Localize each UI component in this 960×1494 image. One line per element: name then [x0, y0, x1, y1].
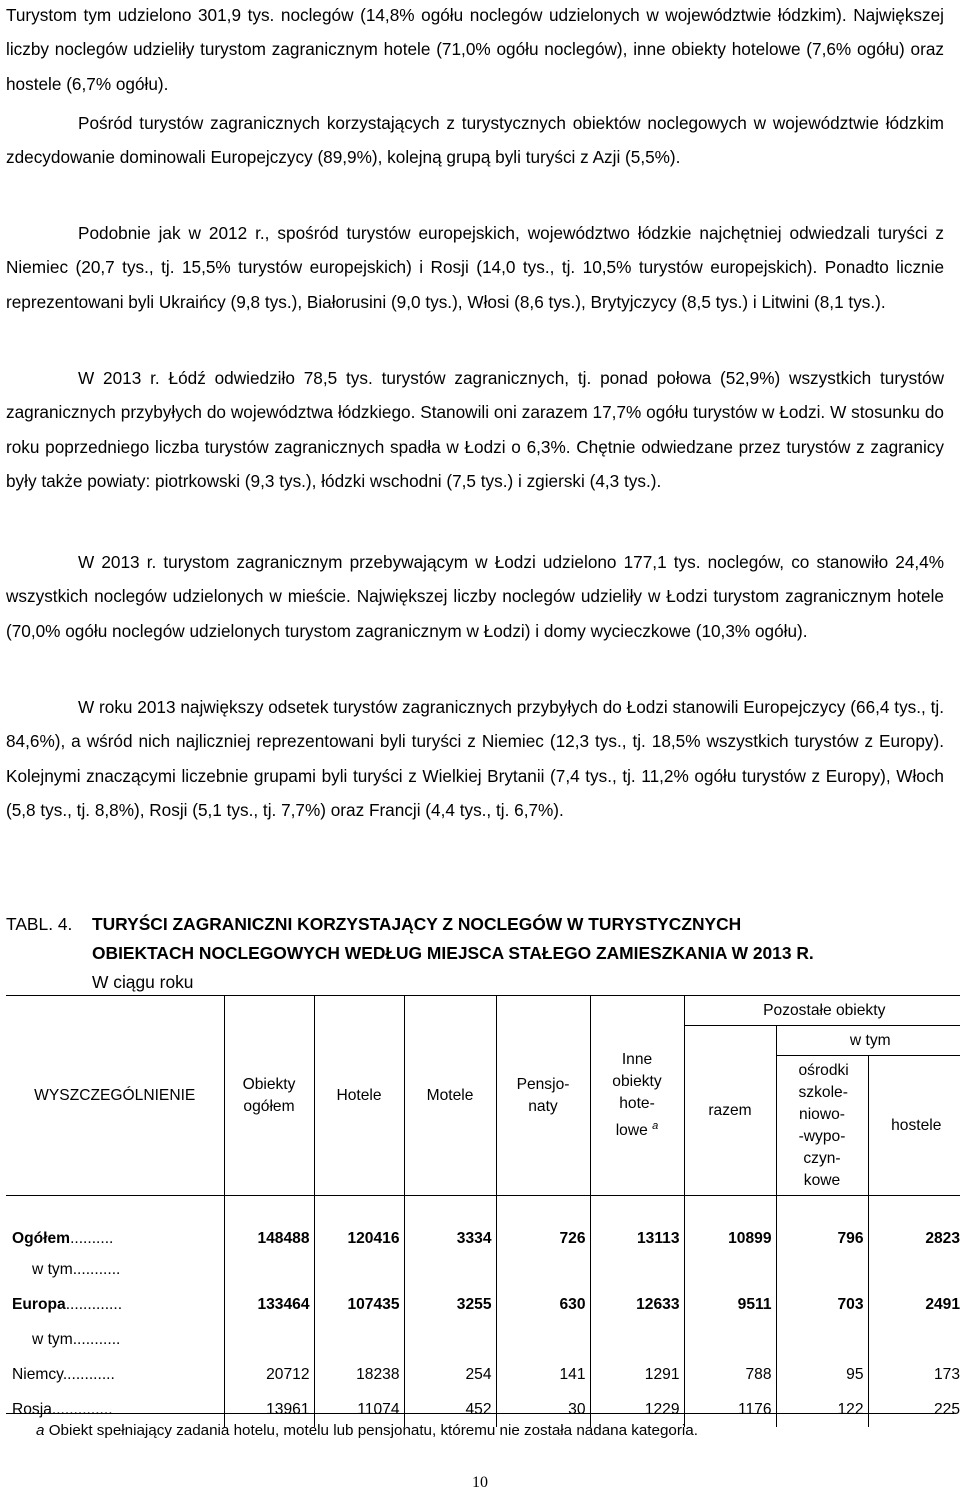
cell: 225 [868, 1392, 960, 1427]
cell: 452 [404, 1392, 496, 1427]
header-other-hotel-label: Inne obiekty hote-lowe [612, 1050, 662, 1140]
table-row [6, 1357, 960, 1392]
table-title-block [92, 910, 960, 997]
cell: 796 [776, 1196, 868, 1253]
cell: 2491 [868, 1287, 960, 1322]
table-footnote [36, 1420, 698, 1442]
table-bottom-rule [6, 1413, 954, 1414]
cell: 3334 [404, 1196, 496, 1253]
header-other-group: Pozostałe obiekty [684, 996, 960, 1026]
cell: 703 [776, 1287, 868, 1322]
cell: 12633 [590, 1287, 684, 1322]
cell: 10899 [684, 1196, 776, 1253]
footnote-text: Obiekt spełniający zadania hotelu, motelu lub pensjonatu, któremu nie została nadana kategoria. [48, 1422, 698, 1439]
header-spec: WYSZCZEGÓLNIENIE [6, 996, 224, 1196]
cell: 11074 [314, 1392, 404, 1427]
header-pensions: Pensjo-naty [496, 996, 590, 1196]
table-row [6, 1196, 960, 1253]
cell: 122 [776, 1392, 868, 1427]
cell: 254 [404, 1357, 496, 1392]
header-motels: Motele [404, 996, 496, 1196]
cell: 630 [496, 1287, 590, 1322]
cell: 120416 [314, 1196, 404, 1253]
table-title-line-2: OBIEKTACH NOCLEGOWYCH WEDŁUG MIEJSCA STAŁEGO ZAMIESZKANIA W 2013 R. [92, 943, 814, 963]
row-label: w tym........... [32, 1260, 121, 1278]
cell: 148488 [224, 1196, 314, 1253]
cell: 1291 [590, 1357, 684, 1392]
table-row [6, 1322, 960, 1357]
header-hostels: hostele [868, 1056, 960, 1196]
cell: 13961 [224, 1392, 314, 1427]
footnote-mark: a [36, 1422, 45, 1439]
paragraph-4: W 2013 r. Łódź odwiedziło 78,5 tys. turystów zagranicznych, tj. ponad połowa (52,9%) wszystkich turystów zagranicznych przybyłych do województwa łódzkiego. Stanowili oni zarazem 17,7% ogółu turystów w Łodzi. W stosunku do roku poprzedniego liczba turystów zagranicznych spadła w Łodzi o 6,3%. Chętnie odwiedzane przez turystów z zagranicy były także powiaty: piotrkowski (9,3 tys.), łódzki wschodni (7,5 tys.) i zgierski (4,3 tys.). [6, 368, 944, 491]
cell: 13113 [590, 1196, 684, 1253]
page-number: 10 [472, 1474, 488, 1491]
cell: 726 [496, 1196, 590, 1253]
cell: 18238 [314, 1357, 404, 1392]
cell: 107435 [314, 1287, 404, 1322]
row-label: Niemcy............ [12, 1365, 115, 1383]
header-other-hotel [590, 996, 684, 1196]
table-row [6, 1287, 960, 1322]
table-number: TABL. 4. [6, 914, 73, 934]
cell: 3255 [404, 1287, 496, 1322]
cell: 9511 [684, 1287, 776, 1322]
cell: 2823 [868, 1196, 960, 1253]
table-caption [6, 910, 951, 992]
row-label: Europa............. [12, 1295, 123, 1313]
cell: 133464 [224, 1287, 314, 1322]
table-title-line-1: TURYŚCI ZAGRANICZNI KORZYSTAJĄCY Z NOCLEGÓW W TURYSTYCZNYCH [92, 914, 742, 934]
header-total: Obiekty ogółem [224, 996, 314, 1196]
row-label: w tym........... [32, 1330, 121, 1348]
table-row [6, 1252, 960, 1287]
cell: 1176 [684, 1392, 776, 1427]
paragraph-1: Turystom tym udzielono 301,9 tys. noclegów (14,8% ogółu noclegów udzielonych w województwie łódzkim). Największej liczby noclegów udzieliły turystom zagranicznym hotele (71,0% ogółu noclegów), inne obiekty hotelowe (7,6% ogółu) oraz hostele (6,7% ogółu). [6, 5, 944, 94]
data-table [6, 995, 960, 1427]
cell: 30 [496, 1392, 590, 1427]
header-other-total: razem [684, 1026, 776, 1196]
header-of-which: w tym [776, 1026, 960, 1056]
cell: 20712 [224, 1357, 314, 1392]
header-training-centres: ośrodki szkole-niowo--wypo-czyn-kowe [776, 1056, 868, 1196]
cell: 173 [868, 1357, 960, 1392]
cell: 1229 [590, 1392, 684, 1427]
paragraph-3: Podobnie jak w 2012 r., spośród turystów europejskich, województwo łódzkie najchętniej odwiedzali turyści z Niemiec (20,7 tys., tj. 15,5% turystów europejskich) i Rosji (14,0 tys., tj. 10,5% turystów europejskich). Ponadto licznie reprezentowani byli Ukraińcy (9,8 tys.), Białorusini (9,0 tys.), Włosi (8,6 tys.), Brytyjczycy (8,5 tys.) i Litwini (8,1 tys.). [6, 223, 944, 312]
paragraph-5: W 2013 r. turystom zagranicznym przebywającym w Łodzi udzielono 177,1 tys. noclegów, co stanowiło 24,4% wszystkich noclegów udzielonych w mieście. Największej liczby noclegów udzieliły w Łodzi turystom zagranicznym hotele (70,0% ogółu noclegów udzielonych turystom zagranicznym w Łodzi) i domy wycieczkowe (10,3% ogółu). [6, 552, 944, 641]
cell: 141 [496, 1357, 590, 1392]
cell: 788 [684, 1357, 776, 1392]
row-label: Rosja.............. [12, 1400, 113, 1418]
paragraph-2: Pośród turystów zagranicznych korzystających z turystycznych obiektów noclegowych w województwie łódzkim zdecydowanie dominowali Europejczycy (89,9%), kolejną grupą byli turyści z Azji (5,5%). [6, 113, 944, 168]
header-footnote-mark: a [652, 1119, 659, 1132]
header-hotels: Hotele [314, 996, 404, 1196]
table-subtitle: W ciągu roku [92, 972, 194, 992]
paragraph-6: W roku 2013 największy odsetek turystów zagranicznych przybyłych do Łodzi stanowili Europejczycy (66,4 tys., tj. 84,6%), a wśród nich najliczniej reprezentowani byli turyści z Niemiec (12,3 tys., tj. 18,5% wszystkich turystów z Europy). Kolejnymi znaczącymi liczebnie grupami byli turyści z Wielkiej Brytanii (7,4 tys., tj. 11,2% ogółu turystów z Europy), Włoch (5,8 tys., tj. 8,8%), Rosji (5,1 tys., tj. 7,7%) oraz Francji (4,4 tys., tj. 6,7%). [6, 697, 944, 820]
row-label: Ogółem.......... [12, 1230, 114, 1247]
cell: 95 [776, 1357, 868, 1392]
